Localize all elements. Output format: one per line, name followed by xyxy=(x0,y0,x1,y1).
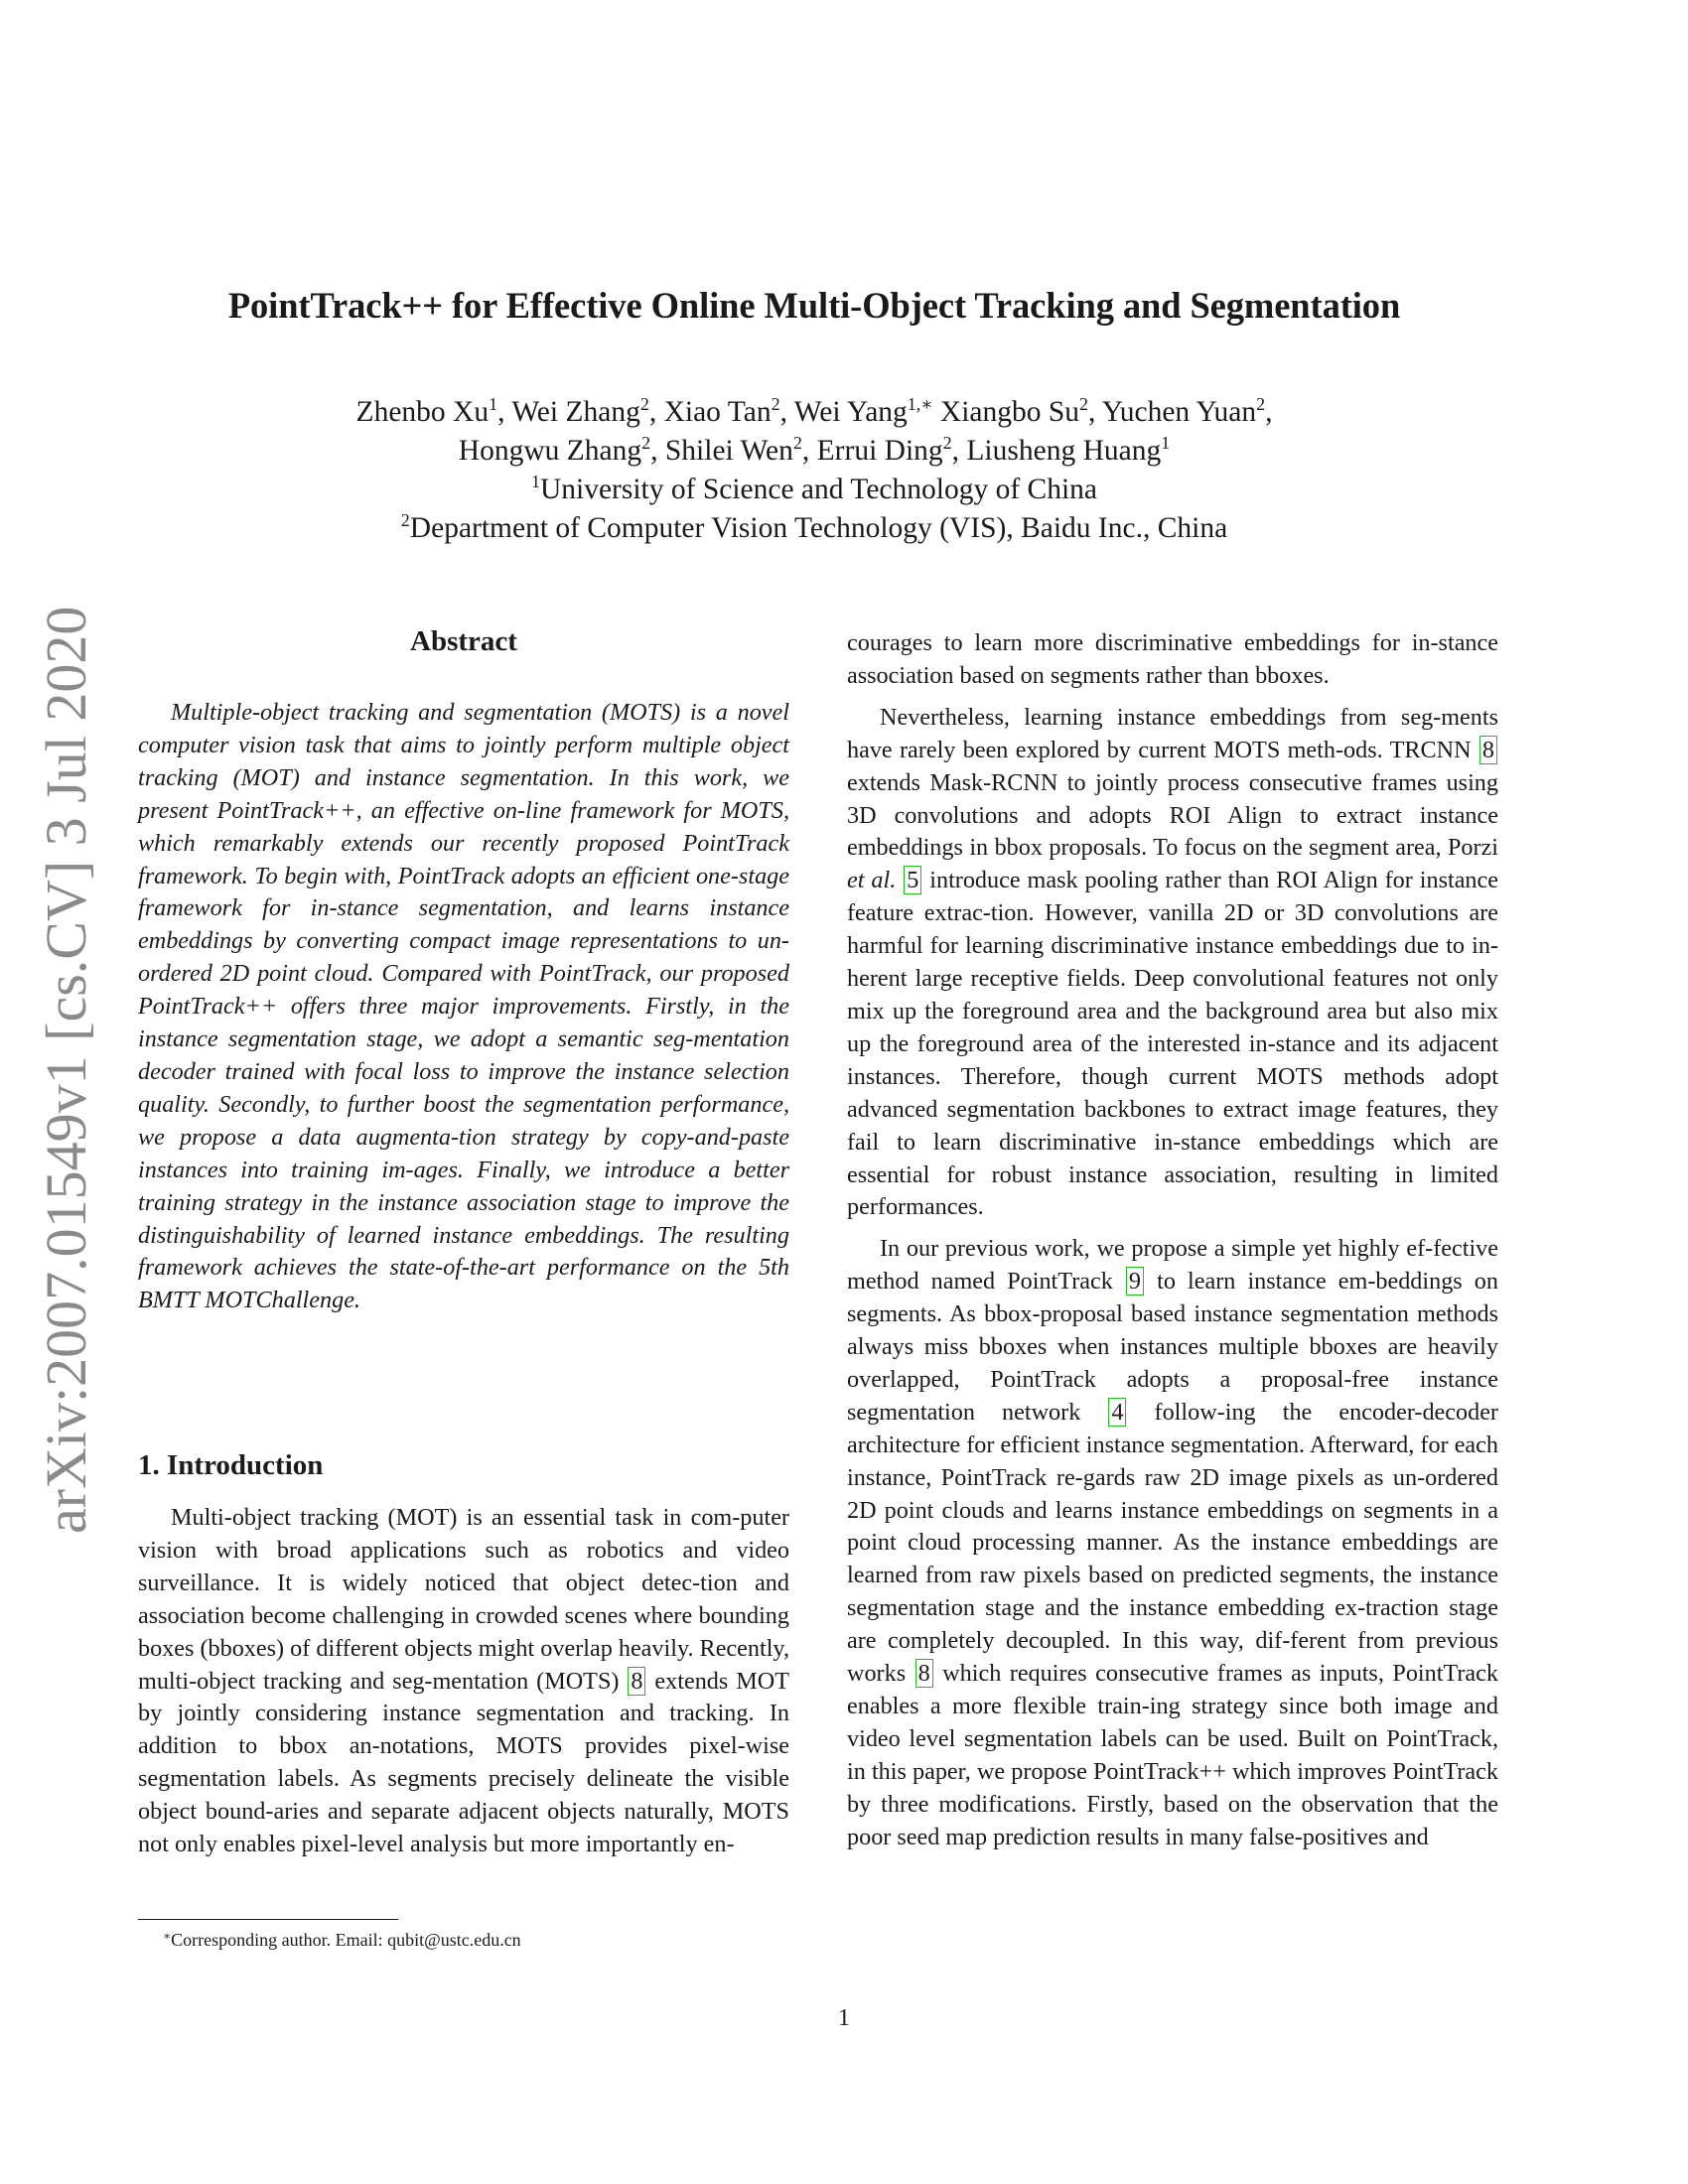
author-name: Xiangbo Su xyxy=(939,396,1080,428)
abstract-heading: Abstract xyxy=(410,625,517,657)
author-line-2: Hongwu Zhang$^2$, Shilei Wen$^2$, Errui Ding$^2$, Liusheng Huang$^1$ xyxy=(458,433,1171,467)
affiliation-mark: 1 xyxy=(530,472,540,491)
footnote xyxy=(163,1930,521,1951)
text-run: to learn instance em-beddings on segments. As bbox-proposal based instance segmentation methods always miss bboxes when instances multiple bboxes are heavily overlapped, PointTrack adopts a proposal-free instance segmentation network xyxy=(847,1268,1498,1426)
introduction-body xyxy=(138,1502,789,1861)
footnote-mark: ∗ xyxy=(163,1929,172,1943)
author-affiliation-mark: 1 xyxy=(489,394,498,414)
author-name: Wei Yang xyxy=(793,396,908,428)
intro-paragraph-1 xyxy=(138,1502,789,1861)
text-run: extends MOT by jointly considering instance segmentation and tracking. In addition to bbox an-notations, MOTS provides pixel-wise segmentation labels. As segments precisely delineate the visible object bound-aries and separate adjacent objects naturally, MOTS not only enables pixel-level analysis but more importantly en- xyxy=(138,1667,789,1858)
et-al-italic: et al. xyxy=(847,867,897,894)
author-affiliation-mark: 1 xyxy=(1161,433,1171,453)
author-affiliation-mark: 1,∗ xyxy=(907,394,933,414)
citation-link[interactable]: 5 xyxy=(904,866,921,894)
arxiv-identifier: arXiv:2007.01549v1 [cs.CV] 3 Jul 2020 xyxy=(34,606,98,1534)
text-run: In our previous work, we propose a simple yet highly ef-fective method named PointTrack xyxy=(847,1235,1498,1296)
footnote-text: Corresponding author. Email: qubit@ustc.edu.cn xyxy=(171,1930,521,1950)
author-name: Errui Ding xyxy=(816,435,943,467)
citation-link[interactable]: 8 xyxy=(628,1667,645,1696)
abstract-body xyxy=(138,697,789,1317)
text-run: Multi-object tracking (MOT) is an essential task in com-puter vision with broad applications such as robotics and video surveillance. It is widely noticed that object detec-tion and association become challenging in crowded scenes where bounding boxes (bboxes) of different objects might overlap heavily. Recently, multi-object tracking and seg-mentation (MOTS) xyxy=(138,1504,790,1695)
citation-link[interactable]: 9 xyxy=(1126,1267,1144,1296)
author-affiliation-mark: 2 xyxy=(1079,394,1089,414)
author-name: Wei Zhang xyxy=(511,396,640,428)
author-affiliation-mark: 2 xyxy=(639,394,649,414)
right-paragraph-1: courages to learn more discriminative embeddings for in-stance association based on segments rather than bboxes. xyxy=(847,629,1498,689)
citation-link[interactable]: 8 xyxy=(915,1659,933,1688)
author-line-1: Zhenbo Xu$^1$, Wei Zhang$^2$, Xiao Tan$^2$, Wei Yang$^{1,∗}$ Xiangbo Su$^2$, Yuchen Yuan$^2$, xyxy=(355,394,1273,428)
text-run: extends Mask-RCNN to jointly process consecutive frames using 3D convolutions and adopts ROI Align to extract instance embeddings in bbox proposals. To focus on the segment area, Porzi xyxy=(847,768,1498,862)
affiliation-text: University of Science and Technology of China xyxy=(539,474,1098,505)
author-affiliation-mark: 2 xyxy=(942,433,952,453)
right-paragraph-2 xyxy=(847,702,1498,1225)
author-name: Liusheng Huang xyxy=(966,435,1162,467)
affiliation-1 xyxy=(99,471,1529,509)
paper-title: PointTrack++ for Effective Online Multi-Object Tracking and Segmentation xyxy=(227,285,1401,326)
footnote-rule xyxy=(138,1919,398,1920)
right-paragraph-3 xyxy=(847,1233,1498,1853)
affiliation-mark: 2 xyxy=(400,510,410,530)
citation-link[interactable]: 8 xyxy=(1479,736,1497,764)
text-run: Nevertheless, learning instance embeddings from seg-ments have rarely been explored by current MOTS meth-ods. TRCNN xyxy=(847,703,1498,763)
author-block xyxy=(99,393,1529,548)
author-affiliation-mark: 2 xyxy=(771,394,780,414)
author-affiliation-mark: 2 xyxy=(792,433,802,453)
right-column-body xyxy=(847,627,1498,1854)
text-run: which requires consecutive frames as inputs, PointTrack enables a more flexible train-ing strategy since both image and video level segmentation labels can be used. Built on PointTrack, in this paper, we propose PointTrack++ which improves PointTrack by three modifications. Firstly, based on the observation that the poor seed map prediction results in many false-positives and xyxy=(847,1660,1498,1850)
abstract-paragraph: Multiple-object tracking and segmentation (MOTS) is a novel computer vision task that aims to jointly perform multiple object tracking (MOT) and instance segmentation. In this work, we present PointTrack++, an effective on-line framework for MOTS, which remarkably extends our recently proposed PointTrack framework. To begin with, PointTrack adopts an efficient one-stage framework for in-stance segmentation, and learns instance embeddings by converting compact image representations to un-ordered 2D point cloud. Compared with PointTrack, our proposed PointTrack++ offers three major improvements. Firstly, in the instance segmentation stage, we adopt a semantic seg-mentation decoder trained with focal loss to improve the instance selection quality. Secondly, to further boost the segmentation performance, we propose a data augmenta-tion strategy by copy-and-paste instances into training im-ages. Finally, we introduce a better training strategy in the instance association stage to improve the distinguishability of learned instance embeddings. The resulting framework achieves the state-of-the-art performance on the 5th BMTT MOTChallenge. xyxy=(138,699,789,1314)
author-affiliation-mark: 2 xyxy=(641,433,651,453)
author-affiliation-mark: 2 xyxy=(1256,394,1266,414)
text-run: follow-ing the encoder-decoder architecture for efficient instance segmentation. Afterward, for each instance, PointTrack re-gards raw 2D image pixels as un-ordered 2D point clouds and learns instance embeddings on segments in a point cloud processing manner. As the instance embeddings are learned from raw pixels based on predicted segments, the instance segmentation stage and the instance embedding ex-traction stage are completely decoupled. In this way, dif-ferent from previous works xyxy=(847,1398,1498,1688)
author-name: Zhenbo Xu xyxy=(355,396,490,428)
author-name: Xiao Tan xyxy=(663,396,772,428)
author-name: Hongwu Zhang xyxy=(458,435,642,467)
citation-link[interactable]: 4 xyxy=(1108,1398,1126,1427)
text-run: introduce mask pooling rather than ROI Align for instance feature extrac-tion. However, vanilla 2D or 3D convolutions are harmful for learning discriminative instance embeddings due to in-herent large receptive fields. Deep convolutional features not only mix up the foreground area and the background area but also mix up the foreground area of the interested in-stance and its adjacent instances. Therefore, though current MOTS methods adopt advanced segmentation backbones to extract image features, they fail to learn discriminative in-stance embeddings which are essential for robust instance association, resulting in limited performances. xyxy=(847,867,1498,1221)
affiliation-2 xyxy=(99,509,1529,548)
author-name: Shilei Wen xyxy=(664,435,793,467)
section-heading-introduction: 1. Introduction xyxy=(138,1449,324,1481)
page-number: 1 xyxy=(838,2005,850,2031)
author-name: Yuchen Yuan xyxy=(1101,396,1257,428)
affiliation-text: Department of Computer Vision Technology (VIS), Baidu Inc., China xyxy=(409,512,1228,544)
